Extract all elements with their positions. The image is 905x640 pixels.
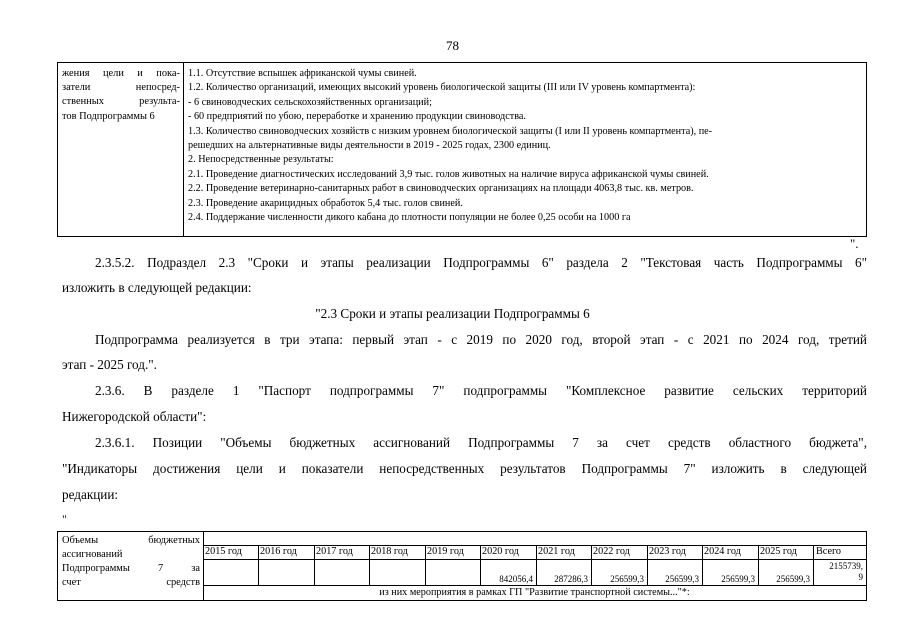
label-line: счет средств [62, 577, 200, 588]
section-heading: "2.3 Сроки и этапы реализации Подпрограммы 6 [315, 306, 590, 321]
year-header: 2015 год [205, 546, 242, 557]
label-line: затели непосред- [62, 82, 180, 94]
year-header: 2025 год [760, 546, 797, 557]
paragraph-2-3-6-line2: Нижегородской области": [62, 409, 207, 424]
year-header: 2019 год [427, 546, 464, 557]
grid-line [314, 545, 315, 585]
grid-line [425, 545, 426, 585]
page-number: 78 [446, 38, 459, 53]
indicator-line: 1.2. Количество организаций, имеющих высокий уровень биологической защиты (III или IV уровень компартмента): [188, 82, 696, 94]
grid-line [203, 559, 866, 560]
paragraph-stages-line2: этап - 2025 год.". [62, 357, 157, 372]
total-header: Всего [816, 546, 841, 557]
indicators-label-cell [58, 63, 184, 236]
paragraph-2-3-6-1-line1: 2.3.6.1. Позиции "Объемы бюджетных ассигнований Подпрограммы 7 за счет средств областного бюджета", [95, 435, 867, 450]
paragraph-2-3-5-2-line1: 2.3.5.2. Подраздел 2.3 "Сроки и этапы реализации Подпрограммы 6" раздела 2 "Текстовая часть Подпрограммы 6" [95, 255, 867, 270]
total-value-cell: 2155739, 9 [829, 561, 863, 582]
value-cell: 256599,3 [776, 574, 810, 584]
grid-line [258, 545, 259, 585]
indicators-content-cell [184, 63, 866, 225]
year-header: 2018 год [371, 546, 408, 557]
indicator-line: 2. Непосредственные результаты: [188, 154, 334, 166]
year-header: 2016 год [260, 546, 297, 557]
paragraph-2-3-6-1-line3: редакции: [62, 487, 119, 502]
value-cell: 842056,4 [499, 574, 533, 584]
value-cell: 256599,3 [610, 574, 644, 584]
value-cell: 256599,3 [665, 574, 699, 584]
indicator-line: 1.3. Количество свиноводческих хозяйств с низким уровнем биологической защиты (I или II уровень компартмента), пе- [188, 125, 713, 137]
year-header: 2020 год [482, 546, 519, 557]
indicator-line: решедших на альтернативные виды деятельности в 2019 - 2025 годах, 2300 единиц. [188, 140, 551, 152]
label-line: жения цели и пока- [62, 68, 180, 79]
indicators-table [57, 62, 867, 237]
label-line: Подпрограммы 7 за [62, 563, 200, 574]
year-header: 2021 год [538, 546, 575, 557]
year-header: 2024 год [704, 546, 741, 557]
grid-line [369, 545, 370, 585]
label-line: ассигнований [62, 549, 123, 560]
label-line: Объемы бюджетных [62, 535, 200, 546]
value-cell: 287286,3 [554, 574, 588, 584]
paragraph-2-3-6-1-line2: "Индикаторы достижения цели и показатели непосредственных результатов Подпрограммы 7" изложить в следующей [62, 461, 867, 476]
label-line: ственных результа- [62, 96, 180, 108]
budget-label-cell [58, 532, 204, 600]
indicator-line: 1.1. Отсутствие вспышек африканской чумы свиней. [188, 68, 417, 79]
closing-quote: ". [850, 236, 859, 251]
label-line: тов Подпрограммы 6 [62, 110, 155, 122]
year-header: 2022 год [593, 546, 630, 557]
year-header: 2017 год [316, 546, 353, 557]
year-header: 2023 год [649, 546, 686, 557]
indicator-line: 2.3. Проведение акарицидных обработок 5,4 тыс. голов свиней. [188, 197, 463, 209]
paragraph-stages-line1: Подпрограмма реализуется в три этапа: первый этап - с 2019 по 2020 год, второй этап - с 2021 по 2024 год, третий [95, 332, 867, 347]
indicator-line: 2.4. Поддержание численности дикого кабана до плотности популяции не более 0,25 особи на 1000 га [188, 212, 631, 224]
table-note: из них мероприятия в рамках ГП "Развитие транспортной системы..."*: [379, 587, 690, 598]
paragraph-2-3-5-2-line2: изложить в следующей редакции: [62, 280, 252, 295]
indicator-line: 2.1. Проведение диагностических исследований 3,9 тыс. голов животных на наличие вируса африканской чумы свиней. [188, 168, 709, 180]
opening-quote: " [62, 512, 67, 526]
indicator-line: - 6 свиноводческих сельскохозяйственных организаций; [188, 96, 432, 108]
value-cell: 256599,3 [721, 574, 755, 584]
paragraph-2-3-6-line1: 2.3.6. В разделе 1 "Паспорт подпрограммы 7" подпрограммы "Комплексное развитие сельских территорий [95, 383, 867, 398]
indicator-line: 2.2. Проведение ветеринарно-санитарных работ в свиноводческих организациях на площади 4063,8 тыс. кв. метров. [188, 183, 694, 195]
indicator-line: - 60 предприятий по убою, переработке и хранению продукции свиноводства. [188, 111, 526, 123]
